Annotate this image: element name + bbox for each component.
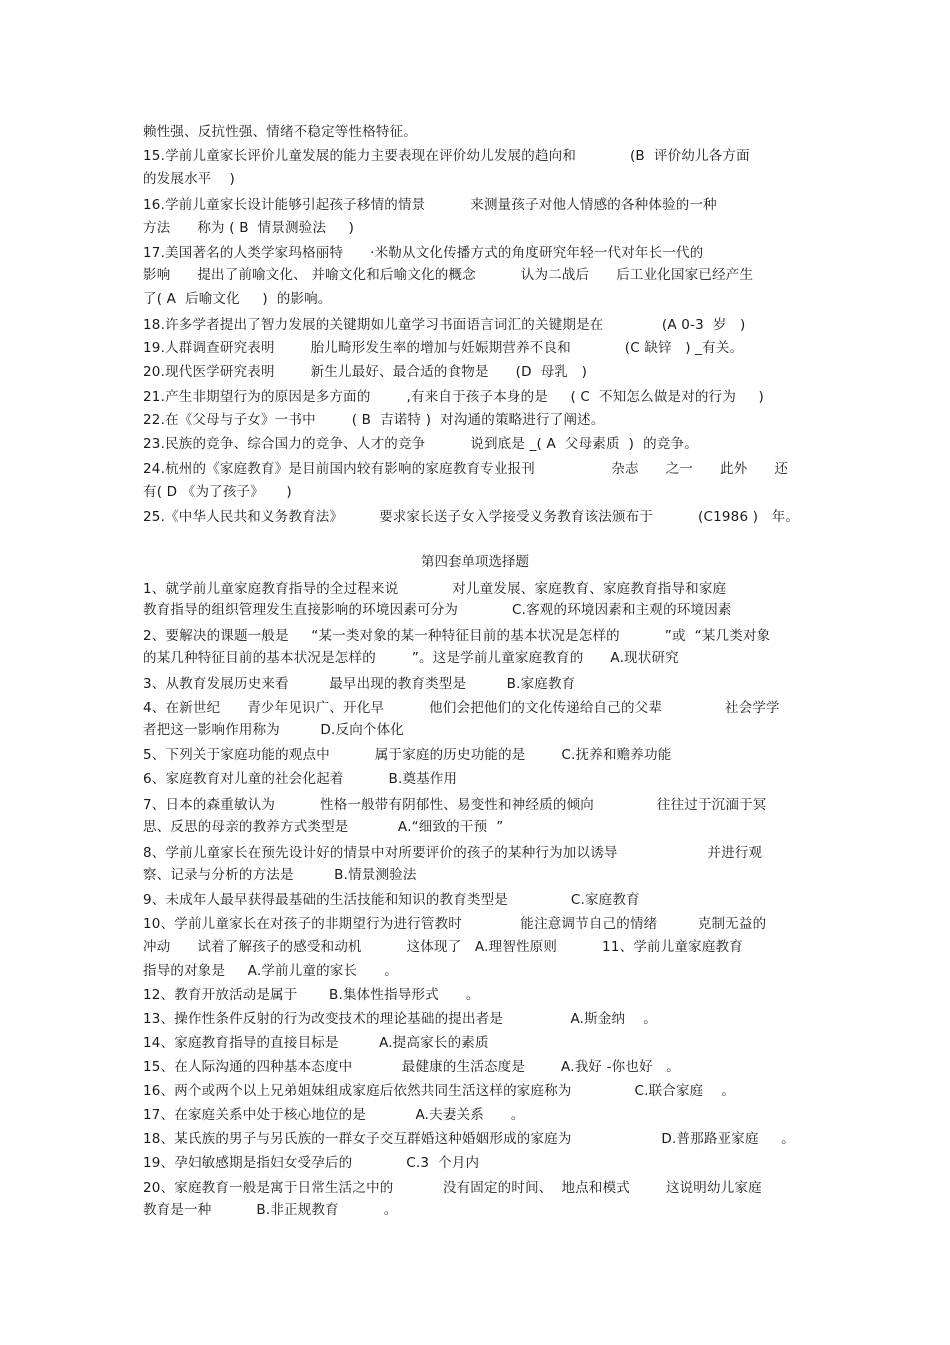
text-line: 6、家庭教育对儿童的社会化起着 B.奠基作用 xyxy=(143,771,458,787)
text-line: 的某几种特征目前的基本状况是怎样的 ”。这是学前儿童家庭教育的 A.现状研究 xyxy=(143,650,679,666)
text-line: 14、家庭教育指导的直接目标是 A.提高家长的素质 xyxy=(143,1035,489,1051)
text-line: 教育指导的组织管理发生直接影响的环境因素可分为 C.客观的环境因素和主观的环境因素 xyxy=(143,602,732,618)
text-line: 2、要解决的课题一般是 “某一类对象的某一种特征目前的基本状况是怎样的 ”或 “某几类对象 xyxy=(143,628,771,644)
text-line: 教育是一种 B.非正规教育 。 xyxy=(143,1202,398,1218)
text-line: 25.《中华人民共和义务教育法》 要求家长送子女入学接受义务教育该法颁布于 (C1986 ) 年。 xyxy=(143,509,800,525)
text-line: 16、两个或两个以上兄弟姐妹组成家庭后依然共同生活这样的家庭称为 C.联合家庭 。 xyxy=(143,1083,736,1099)
text-line: 15.学前儿童家长评价儿童发展的能力主要表现在评价幼儿发展的趋向和 (B 评价幼儿各方面 xyxy=(143,148,750,164)
text-line: 4、在新世纪 青少年见识广、开化早 他们会把他们的文化传递给自己的父辈 社会学学 xyxy=(143,700,780,716)
text-line: 20、家庭教育一般是寓于日常生活之中的 没有固定的时间、 地点和模式 这说明幼儿家庭 xyxy=(143,1180,762,1196)
text-line: 18.许多学者提出了智力发展的关键期如儿童学习书面语言词汇的关键期是在 (A 0-3 岁 ) xyxy=(143,317,746,333)
text-line: 的发展水平 ) xyxy=(143,171,235,187)
text-line: 3、从教育发展历史来看 最早出现的教育类型是 B.家庭教育 xyxy=(143,676,576,692)
text-line: 20.现代医学研究表明 新生儿最好、最合适的食物是 (D 母乳 ) xyxy=(143,364,588,380)
text-line: 方法 称为 ( B 情景测验法 ) xyxy=(143,220,355,236)
text-line: 13、操作性条件反射的行为改变技术的理论基础的提出者是 A.斯金纳 。 xyxy=(143,1011,657,1027)
text-line: 思、反思的母亲的教养方式类型是 A.“细致的干预 ” xyxy=(143,819,504,835)
text-line: 赖性强、反抗性强、情绪不稳定等性格特征。 xyxy=(143,124,417,140)
text-line: 了( A 后喻文化 ) 的影响。 xyxy=(143,291,332,307)
text-line: 18、某氏族的男子与另氏族的一群女子交互群婚这种婚姻形成的家庭为 D.普那路亚家庭 。 xyxy=(143,1131,795,1147)
text-line: 19、孕妇敏感期是指妇女受孕后的 C.3 个月内 xyxy=(143,1155,480,1171)
text-line: 7、日本的森重敏认为 性格一般带有阴郁性、易变性和神经质的倾向 往往过于沉湎于冥 xyxy=(143,797,767,813)
text-line: 12、教育开放活动是属于 B.集体性指导形式 。 xyxy=(143,987,480,1003)
text-line: 1、就学前儿童家庭教育指导的全过程来说 对儿童发展、家庭教育、家庭教育指导和家庭 xyxy=(143,581,727,597)
text-line: 17、在家庭关系中处于核心地位的是 A.夫妻关系 。 xyxy=(143,1107,525,1123)
text-line: 15、在人际沟通的四种基本态度中 最健康的生活态度是 A.我好 -你也好 。 xyxy=(143,1059,680,1075)
text-line: 23.民族的竞争、综合国力的竞争、人才的竞争 说到底是 _( A 父母素质 ) 的竞争。 xyxy=(143,436,698,452)
text-line: 5、下列关于家庭功能的观点中 属于家庭的历史功能的是 C.抚养和赡养功能 xyxy=(143,747,672,763)
text-line: 8、学前儿童家长在预先设计好的情景中对所要评价的孩子的某种行为加以诱导 并进行观 xyxy=(143,845,763,861)
text-line: 21.产生非期望行为的原因是多方面的 ,有来自于孩子本身的是 ( C 不知怎么做是对的行为 ) xyxy=(143,389,764,405)
text-line: 24.杭州的《家庭教育》是目前国内较有影响的家庭教育专业报刊 杂志 之一 此外 还 xyxy=(143,461,789,477)
text-line: 19.人群调查研究表明 胎儿畸形发生率的增加与妊娠期营养不良和 (C 缺锌 ) _有关。 xyxy=(143,340,744,356)
text-line: 有( D 《为了孩子》 ) xyxy=(143,484,292,500)
text-line: 22.在《父母与子女》一书中 ( B 吉诺特 ) 对沟通的策略进行了阐述。 xyxy=(143,412,605,428)
text-line: 影响 提出了前喻文化、 并喻文化和后喻文化的概念 认为二战后 后工业化国家已经产生 xyxy=(143,267,754,283)
text-line: 指导的对象是 A.学前儿童的家长 。 xyxy=(143,963,398,979)
text-line: 冲动 试着了解孩子的感受和动机 这体现了 A.理智性原则 11、学前儿童家庭教育 xyxy=(143,939,743,955)
text-line: 10、学前儿童家长在对孩子的非期望行为进行管教时 能注意调节自己的情绪 克制无益的 xyxy=(143,916,767,932)
text-line: 察、记录与分析的方法是 B.情景测验法 xyxy=(143,867,417,883)
text-line: 17.美国著名的人类学家玛格丽特 ·米勒从文化传播方式的角度研究年轻一代对年长一代的 xyxy=(143,245,704,261)
text-line: 16.学前儿童家长设计能够引起孩子移情的情景 来测量孩子对他人情感的各种体验的一种 xyxy=(143,197,717,213)
text-line: 9、未成年人最早获得最基础的生活技能和知识的教育类型是 C.家庭教育 xyxy=(143,892,640,908)
section-title: 第四套单项选择题 xyxy=(421,554,529,570)
text-line: 者把这一影响作用称为 D.反向个体化 xyxy=(143,722,405,738)
